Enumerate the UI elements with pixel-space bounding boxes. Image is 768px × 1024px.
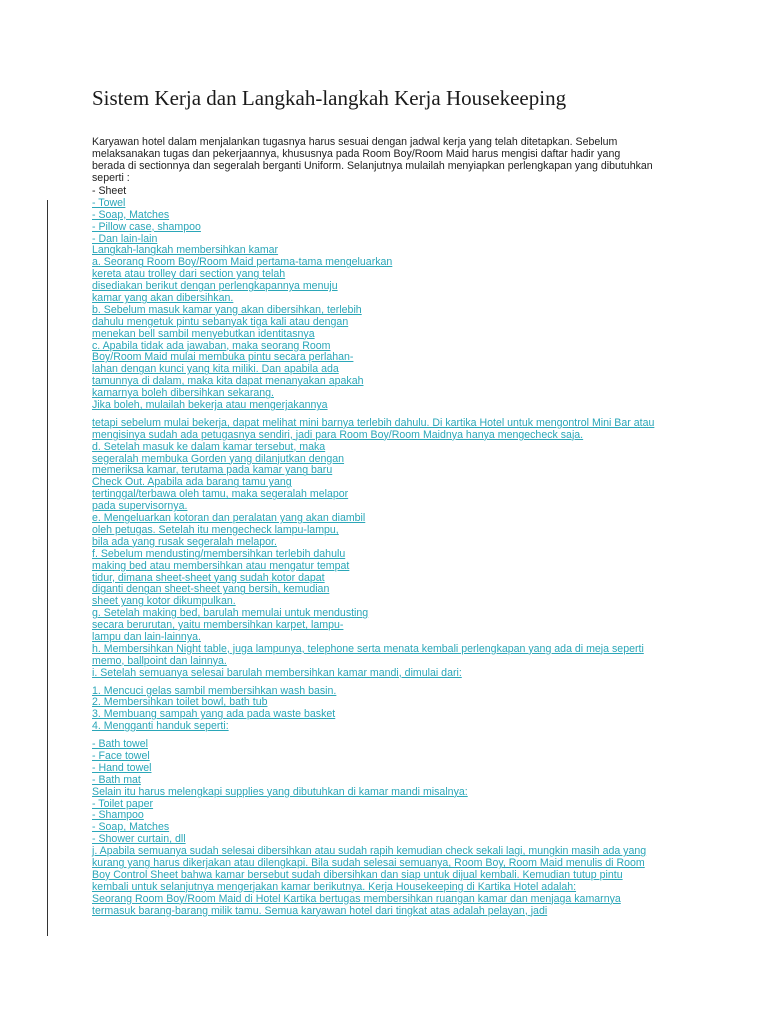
revision-bar <box>47 200 48 936</box>
bathroom-step-link[interactable]: 2. Membersihkan toilet bowl, bath tub <box>92 696 268 709</box>
step-link[interactable]: tetapi sebelum mulai bekerja, dapat melihat mini barnya terlebih dahulu. Di kartika Hotel untuk mengontrol Mini Bar atau <box>92 416 655 429</box>
supply-link[interactable]: - Soap, Matches <box>92 821 170 834</box>
bathroom-step-link[interactable]: 1. Mencuci gelas sambil membersihkan wash basin. <box>92 684 337 697</box>
equipment-link[interactable]: - Towel <box>92 196 126 209</box>
intro-line: berada di sectionnya dan segeralah berganti Uniform. Selanjutnya mulailah menyiapkan perlengkapan yang dibutuhkan <box>92 160 653 172</box>
equipment-item: - Sheet <box>92 185 127 197</box>
step-link[interactable]: lahan dengan kunci yang kita miliki. Dan apabila ada <box>92 363 339 376</box>
step-link[interactable]: d. Setelah masuk ke dalam kamar tersebut, maka <box>92 440 326 453</box>
step-link[interactable]: sheet yang kotor dikumpulkan. <box>92 595 236 608</box>
step-link[interactable]: kereta atau trolley dari section yang telah <box>92 268 286 281</box>
step-link[interactable]: Boy/Room Maid mulai membuka pintu secara perlahan- <box>92 351 354 364</box>
towel-link[interactable]: - Face towel <box>92 749 150 762</box>
step-link[interactable]: Check Out. Apabila ada barang tamu yang <box>92 476 292 489</box>
step-link[interactable]: disediakan berikut dengan perlengkapannya menuju <box>92 280 338 293</box>
step-link[interactable]: kamarnya boleh dibersihkan sekarang. <box>92 387 274 400</box>
step-link[interactable]: secara berurutan, yaitu membersihkan karpet, lampu- <box>92 619 344 632</box>
step-link[interactable]: f. Sebelum mendusting/membersihkan terlebih dahulu <box>92 547 346 560</box>
step-link[interactable]: menekan bell sambil menyebutkan identitasnya <box>92 327 315 340</box>
bathroom-step-link[interactable]: 4. Mengganti handuk seperti: <box>92 720 229 733</box>
step-link[interactable]: tamunnya di dalam, maka kita dapat menanyakan apakah <box>92 375 364 388</box>
towel-link[interactable]: - Bath towel <box>92 738 148 751</box>
step-link[interactable]: tidur, dimana sheet-sheet yang sudah kotor dapat <box>92 571 325 584</box>
steps-heading-link[interactable]: Langkah-langkah membersihkan kamar <box>92 244 279 257</box>
intro-paragraph <box>92 136 692 184</box>
towel-link[interactable]: - Bath mat <box>92 773 141 786</box>
closing-link[interactable]: Boy Control Sheet bahwa kamar bersebut sudah dibersihkan dan siap untuk dijual kembali. Kemudian tutup pintu <box>92 868 623 881</box>
document-body <box>92 186 702 917</box>
supply-link[interactable]: - Shower curtain, dll <box>92 833 186 846</box>
bathroom-step-link[interactable]: 3. Membuang sampah yang ada pada waste basket <box>92 708 336 721</box>
supplies-link[interactable]: Selain itu harus melengkapi supplies yang dibutuhkan di kamar mandi misalnya: <box>92 785 468 798</box>
step-link[interactable]: mengisinya sudah ada petugasnya sendiri, jadi para Room Boy/Room Maidnya hanya mengecheck saja. <box>92 428 584 441</box>
step-link[interactable]: memeriksa kamar, terutama pada kamar yang baru <box>92 464 333 477</box>
step-link[interactable]: lampu dan lain-lainnya. <box>92 630 201 643</box>
supply-link[interactable]: - Shampoo <box>92 809 144 822</box>
step-link[interactable]: pada supervisornya. <box>92 500 188 513</box>
closing-link[interactable]: j. Apabila semuanya sudah selesai dibersihkan atau sudah rapih kemudian check sekali lagi, mungkin masih ada yang <box>92 845 647 858</box>
step-link[interactable]: e. Mengeluarkan kotoran dan peralatan yang akan diambil <box>92 512 366 525</box>
equipment-link[interactable]: - Soap, Matches <box>92 208 170 221</box>
intro-line: seperti : <box>92 172 130 184</box>
intro-line: melaksanakan tugas dan pekerjaannya, khususnya pada Room Boy/Room Maid harus mengisi daftar hadir yang <box>92 148 621 160</box>
step-link[interactable]: tertinggal/terbawa oleh tamu, maka segeralah melapor <box>92 488 349 501</box>
step-link[interactable]: i. Setelah semuanya selesai barulah membersihkan kamar mandi, dimulai dari: <box>92 666 462 679</box>
step-link[interactable]: bila ada yang rusak segeralah melapor. <box>92 535 277 548</box>
step-link[interactable]: diganti dengan sheet-sheet yang bersih, kemudian <box>92 583 330 596</box>
closing-link[interactable]: termasuk barang-barang milik tamu. Semua karyawan hotel dari tingkat atas adalah pelayan, jadi <box>92 904 548 917</box>
step-link[interactable]: kamar yang akan dibersihkan. <box>92 292 234 305</box>
step-link[interactable]: c. Apabila tidak ada jawaban, maka seorang Room <box>92 339 331 352</box>
step-link[interactable]: dahulu mengetuk pintu sebanyak tiga kali atau dengan <box>92 315 349 328</box>
intro-line: Karyawan hotel dalam menjalankan tugasnya harus sesuai dengan jadwal kerja yang telah ditetapkan. Sebelum <box>92 136 618 148</box>
step-link[interactable]: a. Seorang Room Boy/Room Maid pertama-tama mengeluarkan <box>92 256 393 269</box>
step-link[interactable]: oleh petugas. Setelah itu mengecheck lampu-lampu, <box>92 523 339 536</box>
equipment-link[interactable]: - Dan lain-lain <box>92 232 158 245</box>
step-link[interactable]: memo, ballpoint dan lainnya. <box>92 654 227 667</box>
towel-link[interactable]: - Hand towel <box>92 761 152 774</box>
equipment-link[interactable]: - Pillow case, shampoo <box>92 220 201 233</box>
supply-link[interactable]: - Toilet paper <box>92 797 154 810</box>
step-link[interactable]: g. Setelah making bed, barulah memulai untuk mendusting <box>92 607 369 620</box>
closing-link[interactable]: kurang yang harus dikerjakan atau dilengkapi. Bila sudah selesai semuanya, Room Boy, Room Maid menulis di Room <box>92 856 645 869</box>
closing-link[interactable]: kembali untuk selanjutnya mengerjakan kamar berikutnya. Kerja Housekeeping di Kartika Hotel adalah: <box>92 880 577 893</box>
step-link[interactable]: making bed atau membersihkan atau mengatur tempat <box>92 559 350 572</box>
closing-link[interactable]: Seorang Room Boy/Room Maid di Hotel Kartika bertugas membersihkan ruangan kamar dan menjaga kamarnya <box>92 892 621 905</box>
step-link[interactable]: Jika boleh, mulailah bekerja atau mengerjakannya <box>92 399 328 412</box>
page-title: Sistem Kerja dan Langkah-langkah Kerja Housekeeping <box>92 86 567 110</box>
step-link[interactable]: b. Sebelum masuk kamar yang akan dibersihkan, terlebih <box>92 303 362 316</box>
step-link[interactable]: h. Membersihkan Night table, juga lampunya, telephone serta menata kembali perlengkapan yang ada di meja seperti <box>92 642 644 655</box>
step-link[interactable]: segeralah membuka Gorden yang dilanjutkan dengan <box>92 452 345 465</box>
